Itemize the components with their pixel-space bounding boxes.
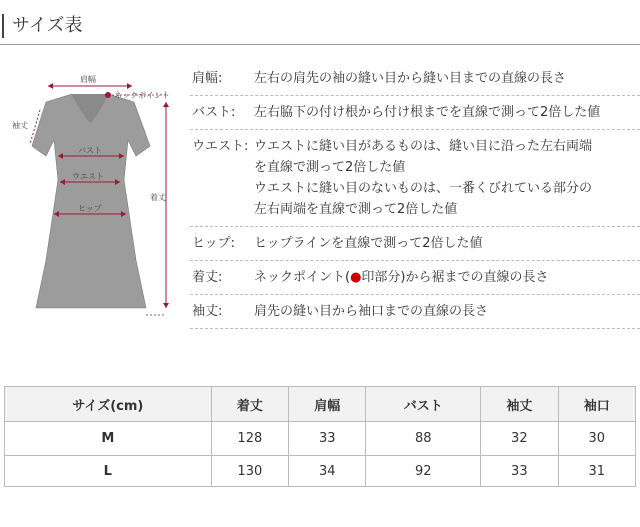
def-term: 袖丈: bbox=[192, 304, 223, 319]
table-cell: 33 bbox=[481, 456, 558, 487]
def-text: 肩先の縫い目から袖口までの直線の長さ bbox=[254, 304, 489, 319]
def-text: 左右の肩先の袖の縫い目から縫い目までの直線の長さ bbox=[254, 71, 567, 86]
table-cell: 34 bbox=[289, 456, 366, 487]
table-cell: 88 bbox=[366, 422, 481, 456]
label-bust: バスト bbox=[78, 146, 102, 155]
label-hip: ヒップ bbox=[78, 204, 102, 213]
def-text-pre: ネックポイント( bbox=[254, 270, 351, 285]
def-text: を直線で測って2倍した値 bbox=[254, 160, 406, 175]
table-cell: 92 bbox=[366, 456, 481, 487]
label-waist: ウエスト bbox=[72, 172, 104, 181]
def-term: ヒップ: bbox=[192, 236, 235, 251]
neck-point-marker: ● bbox=[350, 270, 362, 285]
def-text: 左右両端を直線で測って2倍した値 bbox=[254, 202, 458, 217]
def-term: 着丈: bbox=[192, 270, 223, 285]
def-text-post: 印部分)から裾までの直線の長さ bbox=[361, 270, 549, 285]
def-length bbox=[190, 261, 640, 295]
table-header-row bbox=[5, 387, 636, 422]
table-header: 肩幅 bbox=[289, 387, 366, 422]
label-shoulder: 肩幅 bbox=[80, 75, 96, 84]
table-cell: 30 bbox=[558, 422, 635, 456]
def-sleeve bbox=[190, 295, 640, 329]
def-text: 左右脇下の付け根から付け根までを直線で測って2倍した値 bbox=[254, 105, 601, 120]
def-term: ウエスト: bbox=[192, 139, 249, 154]
label-neck-point: ネックポイント bbox=[114, 91, 170, 100]
table-cell: M bbox=[5, 422, 212, 456]
def-text bbox=[254, 267, 640, 288]
table-header: 袖丈 bbox=[481, 387, 558, 422]
label-length: 着丈 bbox=[150, 193, 166, 202]
def-waist bbox=[190, 130, 640, 227]
table-header: 袖口 bbox=[558, 387, 635, 422]
table-header: サイズ(cm) bbox=[5, 387, 212, 422]
table-cell: 128 bbox=[211, 422, 288, 456]
table-row bbox=[5, 422, 636, 456]
def-term: バスト: bbox=[192, 105, 236, 120]
table-row bbox=[5, 456, 636, 487]
measurement-definitions bbox=[190, 62, 640, 329]
table-cell: L bbox=[5, 456, 212, 487]
def-text: ヒップラインを直線で測って2倍した値 bbox=[254, 236, 483, 251]
dress-diagram bbox=[0, 60, 190, 330]
table-cell: 31 bbox=[558, 456, 635, 487]
def-term: 肩幅: bbox=[192, 71, 223, 86]
label-sleeve: 袖丈 bbox=[12, 121, 28, 130]
table-cell: 130 bbox=[211, 456, 288, 487]
def-text: ウエストに縫い目があるものは、縫い目に沿った左右両端 bbox=[254, 139, 593, 154]
table-cell: 33 bbox=[289, 422, 366, 456]
dress-silhouette bbox=[32, 94, 150, 308]
def-bust bbox=[190, 96, 640, 130]
def-hip bbox=[190, 227, 640, 261]
page-title: サイズ表 bbox=[2, 14, 83, 38]
def-text: ウエストに縫い目のないものは、一番くびれている部分の bbox=[254, 181, 593, 196]
table-cell: 32 bbox=[481, 422, 558, 456]
title-divider bbox=[0, 44, 640, 45]
def-shoulder bbox=[190, 62, 640, 96]
table-header: 着丈 bbox=[211, 387, 288, 422]
table-header: バスト bbox=[366, 387, 481, 422]
size-table bbox=[4, 386, 636, 487]
